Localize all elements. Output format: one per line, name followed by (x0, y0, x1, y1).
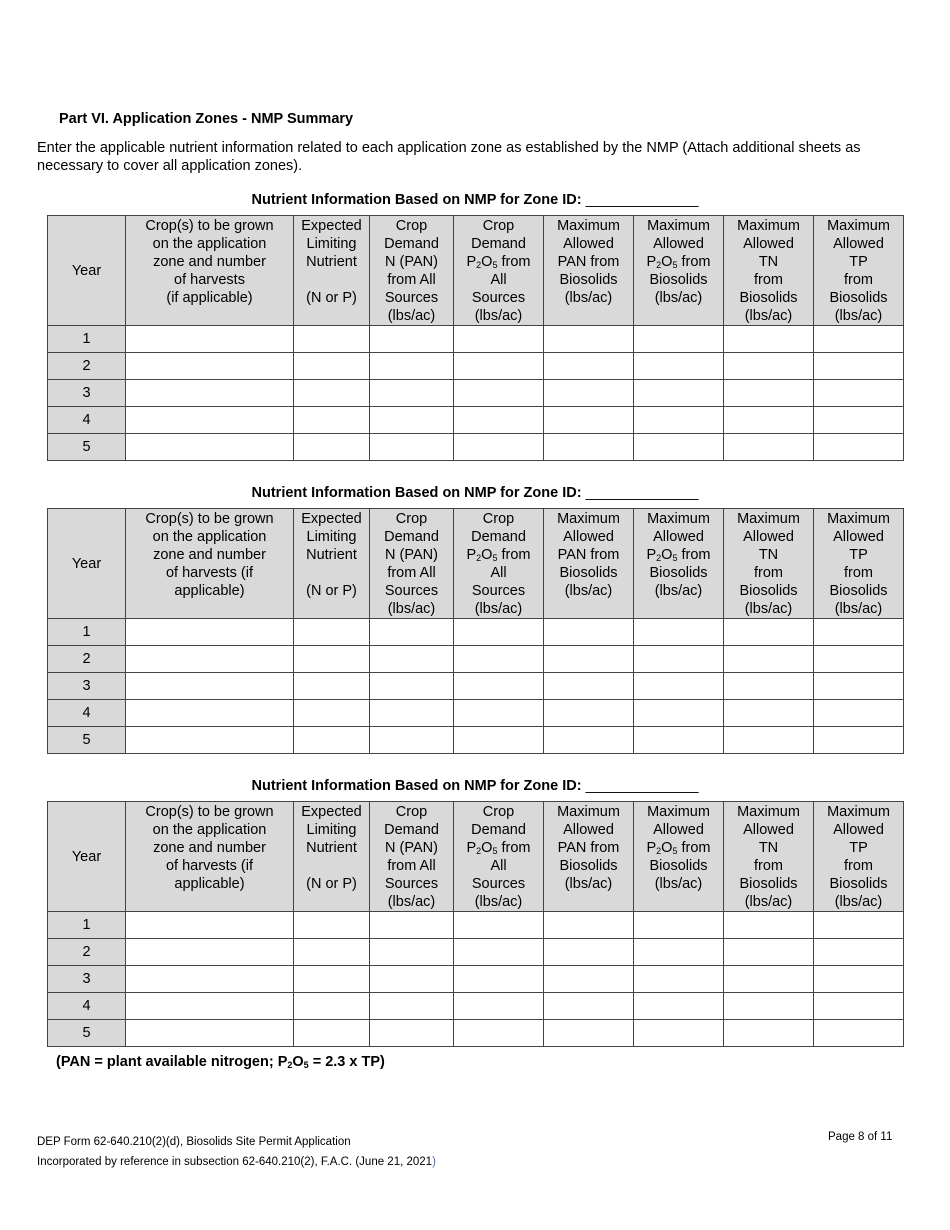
col-year-header: Year (48, 802, 126, 912)
max-tp-cell[interactable] (814, 727, 904, 754)
table-row (48, 326, 904, 353)
col-demand-n-header: Crop Demand N (PAN) from All Sources (lbs/ac) (370, 509, 454, 619)
demand-p2o5-cell[interactable] (454, 380, 544, 407)
zone-title-2 (0, 485, 950, 501)
demand-n-cell[interactable] (370, 912, 454, 939)
demand-p2o5-cell[interactable] (454, 700, 544, 727)
max-p2o5-cell[interactable] (634, 966, 724, 993)
max-p2o5-cell[interactable] (634, 619, 724, 646)
year-cell: 5 (48, 1020, 126, 1047)
header-row (48, 802, 904, 912)
year-cell: 1 (48, 326, 126, 353)
limiting-cell[interactable] (294, 912, 370, 939)
col-year-header: Year (48, 216, 126, 326)
table-row (48, 993, 904, 1020)
crop-cell[interactable] (126, 326, 294, 353)
footer-form-info (37, 1132, 436, 1172)
year-cell: 3 (48, 673, 126, 700)
max-tp-cell[interactable] (814, 673, 904, 700)
limiting-cell[interactable] (294, 434, 370, 461)
col-max-pan-header: Maximum Allowed PAN from Biosolids (lbs/ac) (544, 509, 634, 619)
max-tp-cell[interactable] (814, 646, 904, 673)
demand-n-cell[interactable] (370, 993, 454, 1020)
max-tp-cell[interactable] (814, 700, 904, 727)
demand-n-cell[interactable] (370, 353, 454, 380)
demand-n-cell[interactable] (370, 646, 454, 673)
max-p2o5-cell[interactable] (634, 912, 724, 939)
footer-line-1: DEP Form 62-640.210(2)(d), Biosolids Site Permit Application (37, 1136, 351, 1148)
max-tp-cell[interactable] (814, 966, 904, 993)
demand-n-cell[interactable] (370, 1020, 454, 1047)
col-max-tn-header: Maximum Allowed TN from Biosolids (lbs/ac) (724, 216, 814, 326)
max-pan-cell[interactable] (544, 434, 634, 461)
limiting-cell[interactable] (294, 407, 370, 434)
part-title: Part VI. Application Zones - NMP Summary (59, 111, 354, 127)
footer-line-2: Incorporated by reference in subsection 62-640.210(2), F.A.C. (June 21, 2021) (37, 1156, 436, 1168)
col-limiting-header: Expected Limiting Nutrient (N or P) (294, 509, 370, 619)
col-limiting-header: Expected Limiting Nutrient (N or P) (294, 802, 370, 912)
table-row (48, 700, 904, 727)
crop-cell[interactable] (126, 407, 294, 434)
crop-cell[interactable] (126, 993, 294, 1020)
max-tp-cell[interactable] (814, 939, 904, 966)
demand-p2o5-cell[interactable] (454, 619, 544, 646)
demand-n-cell[interactable] (370, 407, 454, 434)
limiting-cell[interactable] (294, 673, 370, 700)
limiting-cell[interactable] (294, 646, 370, 673)
max-tn-cell[interactable] (724, 646, 814, 673)
max-pan-cell[interactable] (544, 619, 634, 646)
demand-n-cell[interactable] (370, 326, 454, 353)
max-pan-cell[interactable] (544, 673, 634, 700)
table-row (48, 727, 904, 754)
demand-p2o5-cell[interactable] (454, 727, 544, 754)
max-pan-cell[interactable] (544, 353, 634, 380)
max-p2o5-cell[interactable] (634, 673, 724, 700)
max-tn-cell[interactable] (724, 993, 814, 1020)
demand-p2o5-cell[interactable] (454, 912, 544, 939)
zone-id-blank: ______________ (585, 485, 699, 501)
demand-p2o5-cell[interactable] (454, 407, 544, 434)
col-year-header: Year (48, 509, 126, 619)
max-p2o5-cell[interactable] (634, 646, 724, 673)
max-tp-cell[interactable] (814, 353, 904, 380)
demand-n-cell[interactable] (370, 434, 454, 461)
zone-title-1 (0, 192, 950, 208)
year-cell: 4 (48, 993, 126, 1020)
max-p2o5-cell[interactable] (634, 1020, 724, 1047)
max-pan-cell[interactable] (544, 380, 634, 407)
year-cell: 3 (48, 966, 126, 993)
max-tn-cell[interactable] (724, 326, 814, 353)
max-tn-cell[interactable] (724, 700, 814, 727)
demand-n-cell[interactable] (370, 380, 454, 407)
demand-n-cell[interactable] (370, 939, 454, 966)
limiting-cell[interactable] (294, 727, 370, 754)
col-demand-p2o5-header: Crop Demand $P_2O_5$ from All Sources (lbs/ac) (454, 216, 544, 326)
col-demand-p2o5-header: Crop Demand $P_2O_5$ from All Sources (lbs/ac) (454, 802, 544, 912)
col-demand-p2o5-header: Crop Demand $P_2O_5$ from All Sources (lbs/ac) (454, 509, 544, 619)
table-row (48, 353, 904, 380)
table-row (48, 434, 904, 461)
demand-p2o5-cell[interactable] (454, 939, 544, 966)
table-row (48, 407, 904, 434)
col-demand-n-header: Crop Demand N (PAN) from All Sources (lbs/ac) (370, 802, 454, 912)
demand-p2o5-cell[interactable] (454, 353, 544, 380)
max-p2o5-cell[interactable] (634, 700, 724, 727)
max-tp-cell[interactable] (814, 619, 904, 646)
col-max-tp-header: Maximum Allowed TP from Biosolids (lbs/ac) (814, 216, 904, 326)
max-tn-cell[interactable] (724, 727, 814, 754)
col-max-tn-header: Maximum Allowed TN from Biosolids (lbs/ac) (724, 509, 814, 619)
max-tn-cell[interactable] (724, 1020, 814, 1047)
demand-n-cell[interactable] (370, 673, 454, 700)
max-pan-cell[interactable] (544, 1020, 634, 1047)
max-tp-cell[interactable] (814, 326, 904, 353)
crop-cell[interactable] (126, 966, 294, 993)
table-row (48, 966, 904, 993)
limiting-cell[interactable] (294, 619, 370, 646)
zone-id-blank: ______________ (585, 192, 699, 208)
limiting-cell[interactable] (294, 939, 370, 966)
max-tn-cell[interactable] (724, 619, 814, 646)
crop-cell[interactable] (126, 434, 294, 461)
zone-title-label: Nutrient Information Based on NMP for Zone ID: (251, 192, 582, 208)
year-cell: 2 (48, 353, 126, 380)
table-row (48, 646, 904, 673)
year-cell: 2 (48, 939, 126, 966)
col-max-tn-header: Maximum Allowed TN from Biosolids (lbs/ac) (724, 802, 814, 912)
nutrient-table-1 (47, 215, 904, 461)
max-tn-cell[interactable] (724, 434, 814, 461)
limiting-cell[interactable] (294, 993, 370, 1020)
max-tp-cell[interactable] (814, 1020, 904, 1047)
table-row (48, 673, 904, 700)
limiting-cell[interactable] (294, 353, 370, 380)
table-row (48, 912, 904, 939)
max-p2o5-cell[interactable] (634, 353, 724, 380)
crop-cell[interactable] (126, 619, 294, 646)
limiting-cell[interactable] (294, 380, 370, 407)
year-cell: 2 (48, 646, 126, 673)
col-limiting-header: Expected Limiting Nutrient (N or P) (294, 216, 370, 326)
header-row (48, 216, 904, 326)
max-tn-cell[interactable] (724, 380, 814, 407)
zone-id-blank: ______________ (585, 778, 699, 794)
zone-title-3 (0, 778, 950, 794)
max-tn-cell[interactable] (724, 912, 814, 939)
crop-cell[interactable] (126, 939, 294, 966)
crop-cell[interactable] (126, 380, 294, 407)
page-number: Page 8 of 11 (828, 1131, 893, 1143)
limiting-cell[interactable] (294, 1020, 370, 1047)
abbreviation-note: (PAN = plant available nitrogen; $P_2O_5 = 2.3$ x TP) (56, 1054, 385, 1070)
demand-p2o5-cell[interactable] (454, 646, 544, 673)
crop-cell[interactable] (126, 912, 294, 939)
year-cell: 4 (48, 700, 126, 727)
max-pan-cell[interactable] (544, 727, 634, 754)
max-tn-cell[interactable] (724, 673, 814, 700)
limiting-cell[interactable] (294, 966, 370, 993)
max-pan-cell[interactable] (544, 939, 634, 966)
max-tp-cell[interactable] (814, 407, 904, 434)
crop-cell[interactable] (126, 673, 294, 700)
max-pan-cell[interactable] (544, 326, 634, 353)
max-tn-cell[interactable] (724, 353, 814, 380)
max-pan-cell[interactable] (544, 407, 634, 434)
limiting-cell[interactable] (294, 700, 370, 727)
max-pan-cell[interactable] (544, 993, 634, 1020)
col-max-tp-header: Maximum Allowed TP from Biosolids (lbs/ac) (814, 802, 904, 912)
max-p2o5-cell[interactable] (634, 939, 724, 966)
col-max-p2o5-header: Maximum Allowed $P_2O_5$ from Biosolids (lbs/ac) (634, 802, 724, 912)
max-tn-cell[interactable] (724, 966, 814, 993)
max-tp-cell[interactable] (814, 993, 904, 1020)
demand-p2o5-cell[interactable] (454, 673, 544, 700)
nutrient-table-3 (47, 801, 904, 1047)
demand-p2o5-cell[interactable] (454, 326, 544, 353)
col-max-p2o5-header: Maximum Allowed $P_2O_5$ from Biosolids (lbs/ac) (634, 216, 724, 326)
max-p2o5-cell[interactable] (634, 380, 724, 407)
demand-p2o5-cell[interactable] (454, 966, 544, 993)
demand-n-cell[interactable] (370, 727, 454, 754)
year-cell: 1 (48, 619, 126, 646)
max-p2o5-cell[interactable] (634, 434, 724, 461)
col-crop-header: Crop(s) to be grown on the application zone and number of harvests (if applicable) (126, 509, 294, 619)
max-p2o5-cell[interactable] (634, 727, 724, 754)
table-row (48, 380, 904, 407)
year-cell: 4 (48, 407, 126, 434)
max-tp-cell[interactable] (814, 912, 904, 939)
demand-p2o5-cell[interactable] (454, 434, 544, 461)
col-crop-header: Crop(s) to be grown on the application zone and number of harvests (if applicable) (126, 802, 294, 912)
demand-p2o5-cell[interactable] (454, 993, 544, 1020)
demand-n-cell[interactable] (370, 966, 454, 993)
max-p2o5-cell[interactable] (634, 407, 724, 434)
max-pan-cell[interactable] (544, 912, 634, 939)
crop-cell[interactable] (126, 727, 294, 754)
demand-n-cell[interactable] (370, 619, 454, 646)
col-max-pan-header: Maximum Allowed PAN from Biosolids (lbs/ac) (544, 802, 634, 912)
col-crop-header: Crop(s) to be grown on the application zone and number of harvests (if applicable) (126, 216, 294, 326)
max-tn-cell[interactable] (724, 407, 814, 434)
crop-cell[interactable] (126, 646, 294, 673)
crop-cell[interactable] (126, 700, 294, 727)
nutrient-table-2 (47, 508, 904, 754)
demand-p2o5-cell[interactable] (454, 1020, 544, 1047)
year-cell: 5 (48, 727, 126, 754)
table-row (48, 619, 904, 646)
header-row (48, 509, 904, 619)
year-cell: 1 (48, 912, 126, 939)
zone-title-label: Nutrient Information Based on NMP for Zone ID: (251, 778, 582, 794)
max-tn-cell[interactable] (724, 939, 814, 966)
max-tp-cell[interactable] (814, 434, 904, 461)
year-cell: 3 (48, 380, 126, 407)
max-p2o5-cell[interactable] (634, 993, 724, 1020)
max-pan-cell[interactable] (544, 966, 634, 993)
col-max-pan-header: Maximum Allowed PAN from Biosolids (lbs/ac) (544, 216, 634, 326)
max-pan-cell[interactable] (544, 700, 634, 727)
year-cell: 5 (48, 434, 126, 461)
max-p2o5-cell[interactable] (634, 326, 724, 353)
limiting-cell[interactable] (294, 326, 370, 353)
col-max-p2o5-header: Maximum Allowed $P_2O_5$ from Biosolids (lbs/ac) (634, 509, 724, 619)
crop-cell[interactable] (126, 1020, 294, 1047)
demand-n-cell[interactable] (370, 700, 454, 727)
max-pan-cell[interactable] (544, 646, 634, 673)
col-max-tp-header: Maximum Allowed TP from Biosolids (lbs/ac) (814, 509, 904, 619)
col-demand-n-header: Crop Demand N (PAN) from All Sources (lbs/ac) (370, 216, 454, 326)
table-row (48, 939, 904, 966)
max-tp-cell[interactable] (814, 380, 904, 407)
crop-cell[interactable] (126, 353, 294, 380)
zone-title-label: Nutrient Information Based on NMP for Zone ID: (251, 485, 582, 501)
table-row (48, 1020, 904, 1047)
intro-text: Enter the applicable nutrient information related to each application zone as established by the NMP (Attach additional sheets as necessary to cover all application zones). (37, 140, 861, 174)
